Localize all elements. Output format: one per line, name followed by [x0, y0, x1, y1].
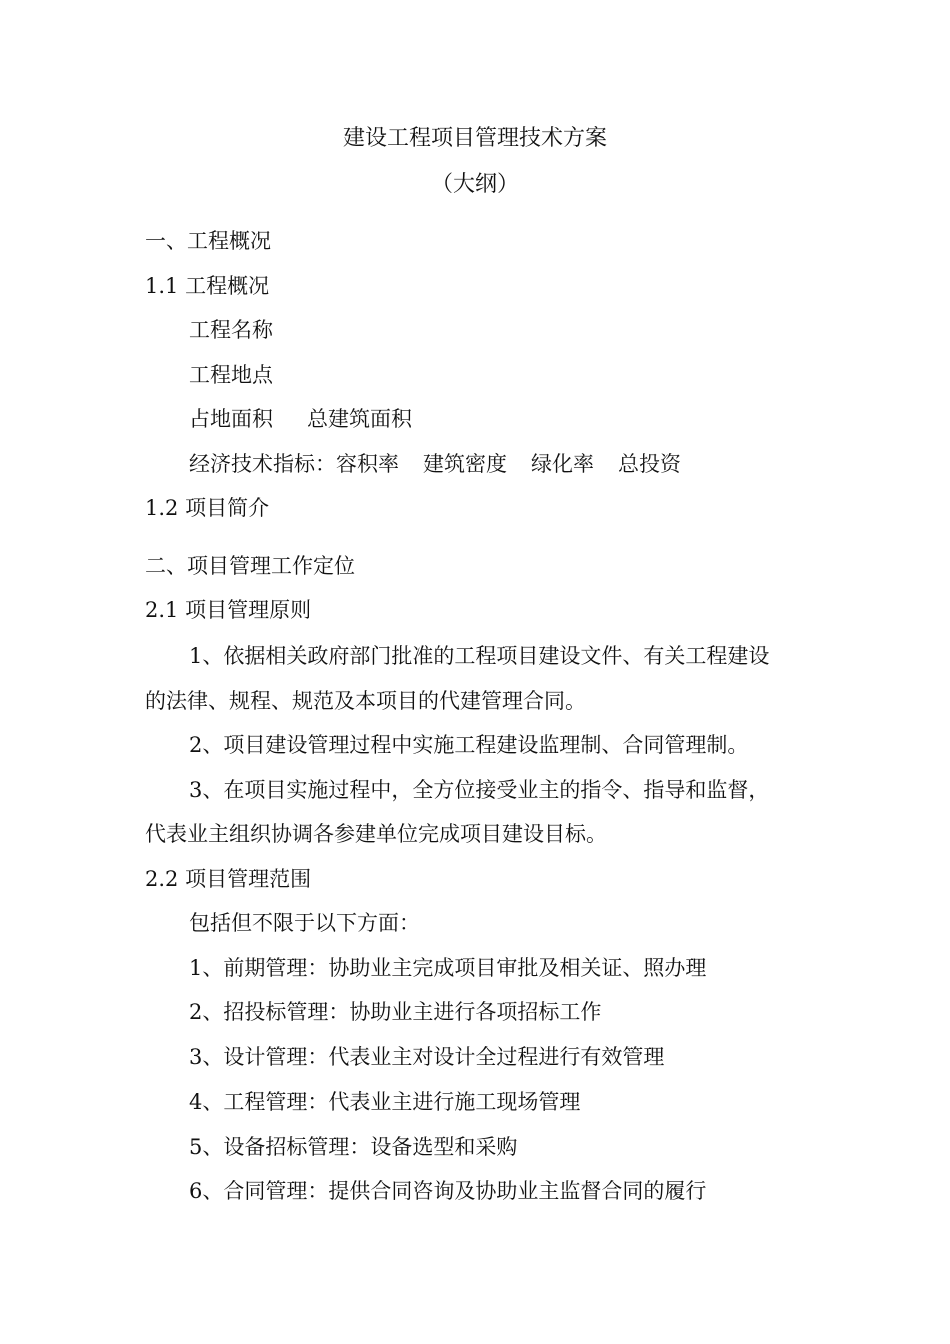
field-building-area: 总建筑面积 [307, 407, 412, 431]
field-land-area: 占地面积 [189, 407, 273, 431]
section-2-heading: 二、项目管理工作定位 [145, 554, 355, 578]
scope-item: 5、设备招标管理：设备选型和采购 [189, 1135, 518, 1159]
principle-1-line-2: 的法律、规程、规范及本项目的代建管理合同。 [145, 689, 586, 713]
section-2-2-heading: 2.2 项目管理范围 [145, 867, 312, 891]
field-project-location: 工程地点 [189, 363, 273, 387]
principle-3-line-1: 3、在项目实施过程中，全方位接受业主的指令、指导和监督， [189, 778, 770, 802]
indicator-green-ratio: 绿化率 [531, 452, 594, 476]
economic-indicators-label: 经济技术指标： [189, 452, 336, 476]
principle-2: 2、项目建设管理过程中实施工程建设监理制、合同管理制。 [189, 733, 749, 757]
scope-item: 3、设计管理：代表业主对设计全过程进行有效管理 [189, 1045, 665, 1069]
scope-item: 1、前期管理：协助业主完成项目审批及相关证、照办理 [189, 956, 707, 980]
scope-intro: 包括但不限于以下方面： [189, 911, 420, 935]
field-economic-indicators [189, 449, 681, 479]
field-area-row [189, 404, 412, 434]
scope-item: 4、工程管理：代表业主进行施工现场管理 [189, 1090, 581, 1114]
indicator-plot-ratio: 容积率 [336, 452, 399, 476]
scope-item: 2、招投标管理：协助业主进行各项招标工作 [189, 1000, 602, 1024]
indicator-total-investment: 总投资 [618, 452, 681, 476]
section-1-2-heading: 1.2 项目简介 [145, 496, 270, 520]
scope-item: 6、合同管理：提供合同咨询及协助业主监督合同的履行 [189, 1179, 707, 1203]
principle-1-line-1: 1、依据相关政府部门批准的工程项目建设文件、有关工程建设 [189, 644, 770, 668]
section-2-1-heading: 2.1 项目管理原则 [145, 598, 312, 622]
field-project-name: 工程名称 [189, 318, 273, 342]
document-title: 建设工程项目管理技术方案 [342, 126, 607, 151]
principle-3-line-2: 代表业主组织协调各参建单位完成项目建设目标。 [145, 822, 607, 846]
document-subtitle: （大纲） [430, 172, 519, 197]
indicator-building-density: 建筑密度 [423, 452, 507, 476]
section-1-heading: 一、工程概况 [145, 229, 271, 253]
section-1-1-heading: 1.1 工程概况 [145, 274, 270, 298]
